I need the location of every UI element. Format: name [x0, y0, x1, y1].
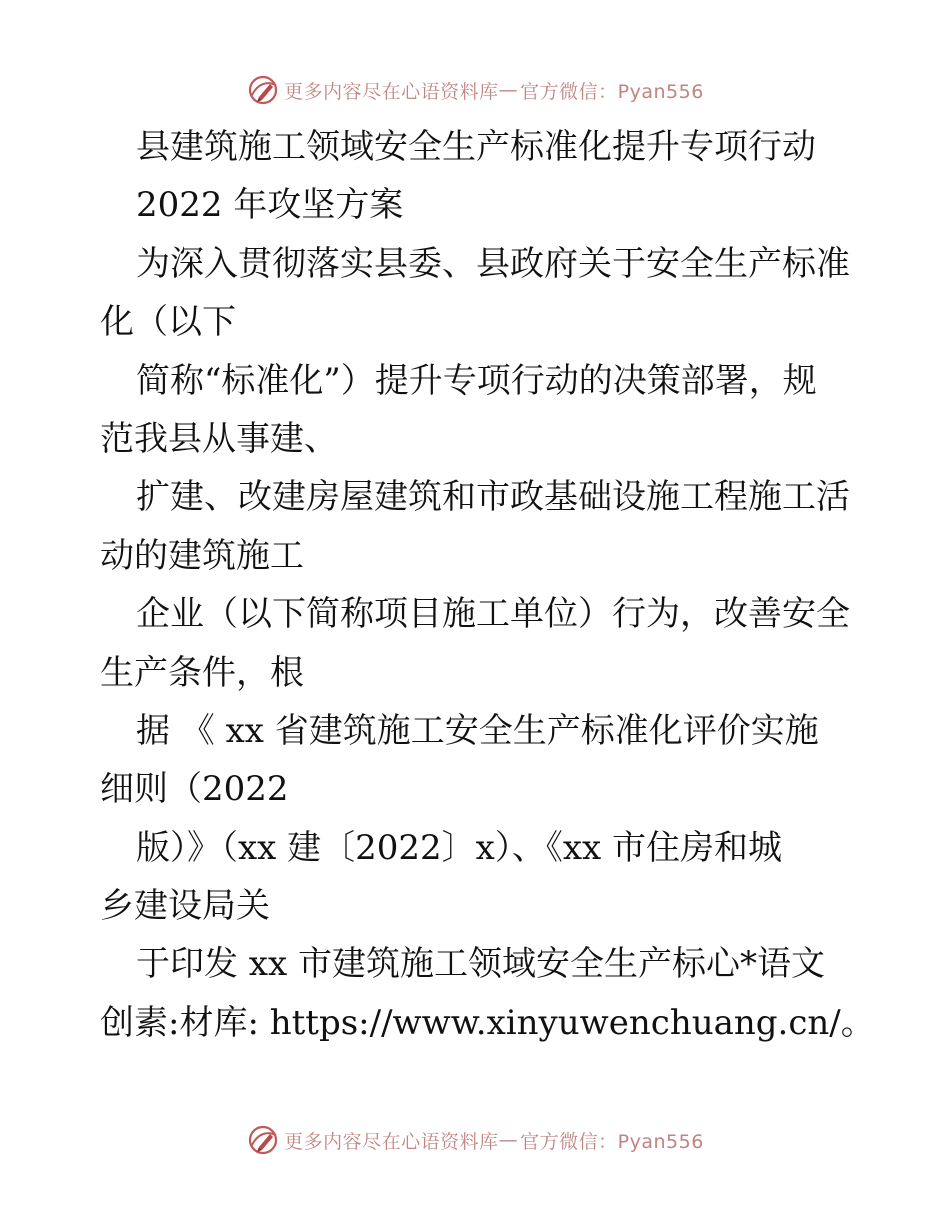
doc-line: 动的建筑施工 [100, 535, 304, 576]
doc-line: 企业（以下简称项目施工单位）行为，改善安全 [136, 594, 850, 635]
doc-line: 扩建、改建房屋建筑和市政基础设施工程施工活 [136, 477, 850, 518]
doc-line: 创素:材库: https://www.xinyuwenchuang.cn/。 [100, 1002, 875, 1043]
watermark-banner-bottom [0, 1120, 950, 1160]
doc-line: 简称“标准化”）提升专项行动的决策部署，规 [136, 360, 817, 401]
doc-line: 化（以下 [100, 302, 236, 343]
watermark-separator: — [498, 1129, 519, 1151]
watermark-contact: 官方微信：Pyan556 [520, 1130, 704, 1153]
pen-logo-icon [246, 73, 280, 107]
doc-line: 生产条件，根 [100, 652, 304, 693]
document-body [100, 118, 875, 1052]
watermark-text: 更多内容尽在心语资料库 [284, 80, 499, 103]
watermark-banner-top [0, 70, 950, 110]
doc-line: 细则（2022 [100, 769, 289, 810]
doc-line: 于印发 xx 市建筑施工领域安全生产标心*语文 [136, 944, 825, 985]
doc-line: 版）》（xx 建〔2022〕x）、《xx 市住房和城 [136, 827, 783, 868]
doc-line: 范我县从事建、 [100, 418, 338, 459]
doc-title-line-2: 2022 年攻坚方案 [136, 185, 404, 226]
watermark-contact: 官方微信：Pyan556 [520, 80, 704, 103]
doc-line: 乡建设局关 [100, 886, 270, 927]
doc-line: 为深入贯彻落实县委、县政府关于安全生产标准 [136, 243, 850, 284]
pen-logo-icon [246, 1123, 280, 1157]
doc-line: 据 《 xx 省建筑施工安全生产标准化评价实施 [136, 710, 819, 751]
doc-title-line-1: 县建筑施工领域安全生产标准化提升专项行动 [136, 127, 816, 167]
watermark-text: 更多内容尽在心语资料库 [284, 1130, 499, 1153]
watermark-separator: — [498, 79, 519, 101]
